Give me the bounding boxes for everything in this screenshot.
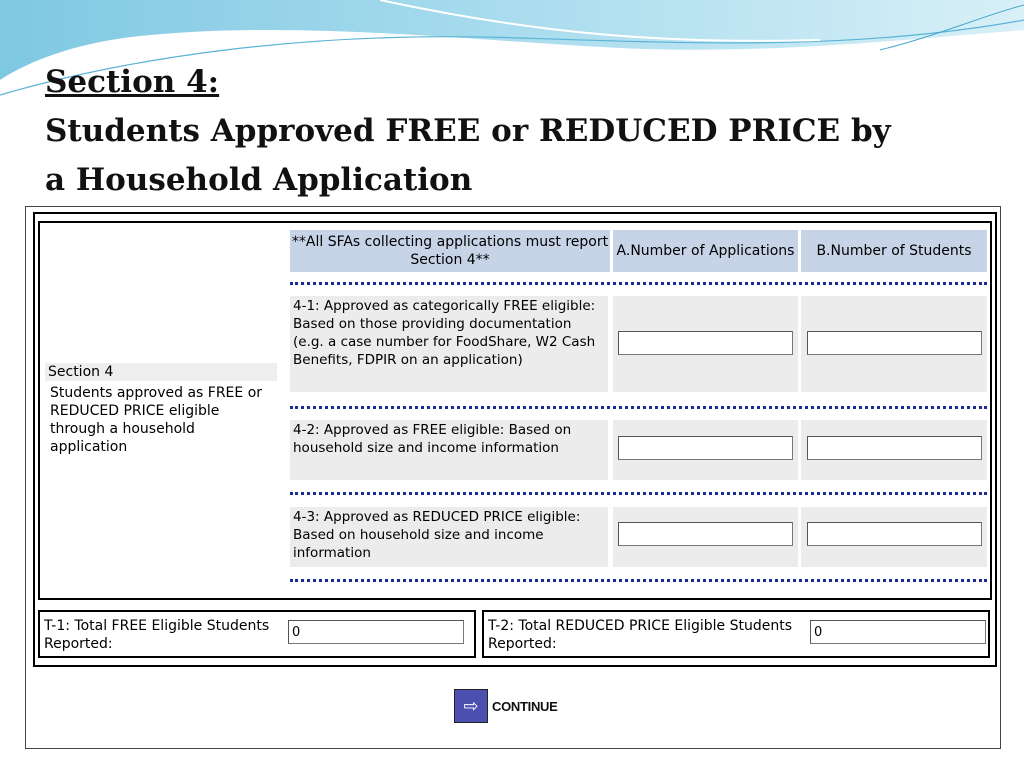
continue-button[interactable] bbox=[454, 689, 558, 723]
row-4-3-text: Based on household size and income information bbox=[293, 527, 544, 561]
section-label bbox=[45, 363, 277, 459]
total-reduced-input[interactable] bbox=[810, 620, 986, 644]
row-4-3-applications-input[interactable] bbox=[618, 522, 793, 546]
row-4-3-students-input[interactable] bbox=[807, 522, 982, 546]
section-label-description: Students approved as FREE or REDUCED PRICE eligible through a household application bbox=[50, 385, 263, 455]
section-4-panel bbox=[38, 221, 992, 600]
row-4-2-applications-input[interactable] bbox=[618, 436, 793, 460]
row-4-1-description bbox=[290, 296, 608, 392]
slide-section-heading: Section 4: bbox=[45, 64, 220, 100]
row-4-1-text: Based on those providing documentation (e.g. a case number for FoodShare, W2 Cash Benefits, FDPIR on an application) bbox=[293, 316, 596, 368]
row-4-3-title: 4-3: Approved as REDUCED PRICE eligible: bbox=[293, 509, 581, 525]
row-4-1-applications-input[interactable] bbox=[618, 331, 793, 355]
row-divider bbox=[290, 579, 987, 582]
total-reduced-box bbox=[482, 610, 990, 658]
continue-label: CONTINUE bbox=[492, 698, 558, 714]
total-free-label: T-1: Total FREE Eligible Students Reported: bbox=[44, 618, 270, 652]
total-free-input[interactable] bbox=[288, 620, 464, 644]
section-label-title: Section 4 bbox=[45, 363, 277, 381]
header-note: **All SFAs collecting applications must report Section 4** bbox=[290, 230, 610, 272]
arrow-right-icon: ⇨ bbox=[454, 689, 488, 723]
form-screenshot bbox=[25, 206, 1001, 749]
row-4-2-text: Based on household size and income information bbox=[293, 422, 572, 456]
slide-title-line-2: a Household Application bbox=[45, 162, 473, 198]
header-col-b: B.Number of Students bbox=[801, 230, 987, 272]
row-4-3-description bbox=[290, 507, 608, 567]
header-col-a: A.Number of Applications bbox=[613, 230, 798, 272]
form-outer-frame bbox=[33, 212, 997, 667]
row-divider bbox=[290, 492, 987, 495]
row-4-2-students-input[interactable] bbox=[807, 436, 982, 460]
row-4-2-title: 4-2: Approved as FREE eligible: bbox=[293, 422, 505, 438]
row-4-1-title: 4-1: Approved as categorically FREE eligible: bbox=[293, 298, 596, 314]
row-divider bbox=[290, 406, 987, 409]
total-reduced-label: T-2: Total REDUCED PRICE Eligible Students Reported: bbox=[488, 618, 793, 652]
slide-title bbox=[45, 58, 985, 205]
slide-title-line-1: Students Approved FREE or REDUCED PRICE by bbox=[45, 113, 891, 149]
row-4-2-description bbox=[290, 420, 608, 480]
total-free-box bbox=[38, 610, 476, 658]
row-4-1-students-input[interactable] bbox=[807, 331, 982, 355]
row-divider bbox=[290, 282, 987, 285]
